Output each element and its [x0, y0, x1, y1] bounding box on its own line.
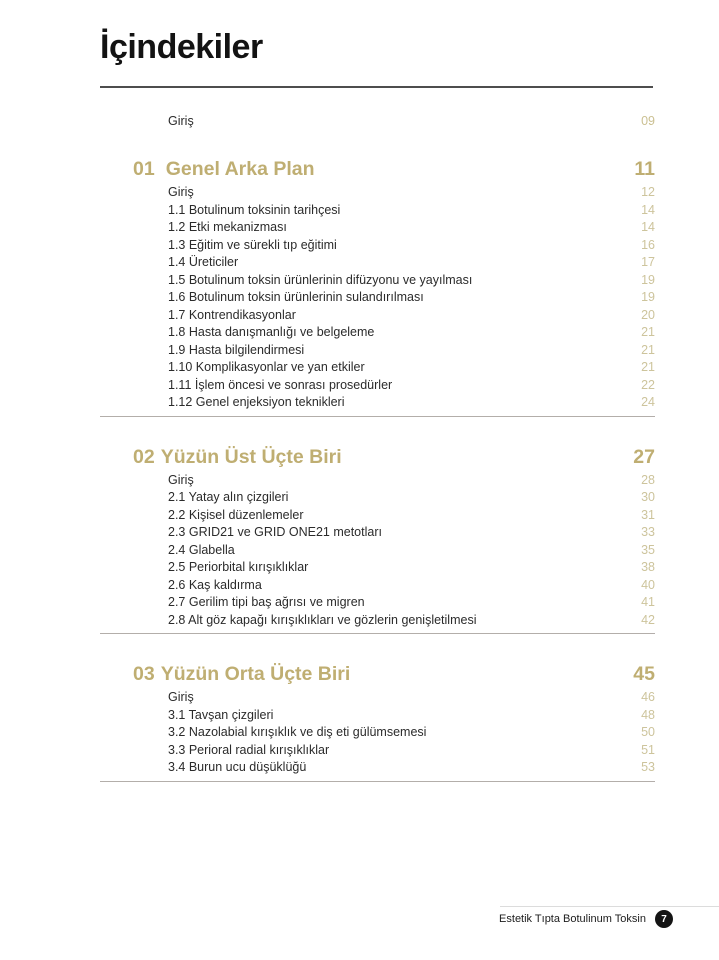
entry-label: 1.2 Etki mekanizması — [168, 220, 287, 234]
section-divider — [100, 633, 655, 634]
entry-label: 1.9 Hasta bilgilendirmesi — [168, 342, 305, 357]
toc-entry — [168, 184, 655, 202]
entry-page-number: 51 — [641, 742, 655, 757]
entry-page-number: 22 — [641, 377, 655, 392]
toc-entry — [168, 472, 655, 490]
entry-page-number: 19 — [641, 290, 655, 304]
entry-label: 2.4 Glabella — [168, 542, 235, 557]
toc-entry — [168, 577, 655, 595]
toc-entry — [168, 237, 655, 255]
toc-entry — [168, 759, 655, 777]
entry-page-number: 46 — [641, 690, 655, 704]
entry-page-number: 38 — [641, 560, 655, 574]
section-number: 03 — [133, 663, 155, 685]
section-page-number: 11 — [634, 158, 655, 180]
entry-page-number: 28 — [641, 472, 655, 487]
entry-page-number: 17 — [641, 255, 655, 269]
toc-entry — [168, 324, 655, 342]
section-title: Yüzün Orta Üçte Biri — [160, 663, 351, 685]
entry-page-number: 21 — [641, 342, 655, 357]
toc-entry — [168, 594, 655, 612]
entry-page-number: 21 — [641, 325, 655, 339]
entry-label: 3.1 Tavşan çizgileri — [168, 707, 274, 722]
entry-label: 1.6 Botulinum toksin ürünlerinin sulandırılması — [168, 290, 424, 304]
entry-label: 3.4 Burun ucu düşüklüğü — [168, 760, 307, 774]
section-divider — [100, 416, 655, 417]
section-title: Yüzün Üst Üçte Biri — [160, 445, 342, 468]
entry-label: 1.1 Botulinum toksinin tarihçesi — [168, 202, 341, 217]
entry-page-number: 31 — [641, 507, 655, 522]
entry-page-number: 40 — [641, 577, 655, 592]
section-entries — [100, 472, 655, 630]
toc-entry — [168, 724, 655, 742]
entry-label: 3.3 Perioral radial kırışıklıklar — [168, 742, 330, 757]
footer-book-title: Estetik Tıpta Botulinum Toksin — [499, 913, 646, 925]
toc-entry — [168, 219, 655, 237]
entry-label: 1.5 Botulinum toksin ürünlerinin difüzyonu ve yayılması — [168, 272, 473, 287]
entry-label: 2.3 GRID21 ve GRID ONE21 metotları — [168, 525, 382, 539]
toc-entry — [168, 742, 655, 760]
entry-label: 2.8 Alt göz kapağı kırışıklıkları ve gözlerin genişletilmesi — [168, 612, 477, 627]
entry-page-number: 12 — [641, 185, 655, 199]
title-underline — [100, 86, 653, 88]
entry-label: 2.6 Kaş kaldırma — [168, 577, 262, 592]
toc-entry — [168, 307, 655, 325]
toc-entry — [168, 689, 655, 707]
front-matter-entry — [100, 113, 655, 129]
section-divider — [100, 781, 655, 782]
entry-page-number: 21 — [641, 360, 655, 374]
toc-entry — [168, 202, 655, 220]
toc-entry — [168, 289, 655, 307]
entry-label: 1.10 Komplikasyonlar ve yan etkiler — [168, 360, 365, 374]
entry-label: 2.2 Kişisel düzenlemeler — [168, 507, 304, 522]
toc-entry — [168, 612, 655, 630]
entry-label: 1.7 Kontrendikasyonlar — [168, 307, 296, 322]
toc-entry — [168, 489, 655, 507]
section-number: 01 — [133, 158, 155, 180]
entry-page-number: 16 — [641, 237, 655, 252]
entry-page-number: 30 — [641, 490, 655, 504]
toc-entry — [168, 394, 655, 412]
section-heading — [100, 445, 655, 469]
entry-label: 1.12 Genel enjeksiyon teknikleri — [168, 395, 345, 409]
toc-entry — [168, 272, 655, 290]
entry-label: 1.4 Üreticiler — [168, 255, 239, 269]
toc-entry — [168, 359, 655, 377]
page-footer — [499, 910, 673, 928]
entry-label: 1.11 İşlem öncesi ve sonrası prosedürler — [168, 377, 393, 392]
toc-entry — [168, 342, 655, 360]
toc-entry — [168, 254, 655, 272]
toc-section — [100, 445, 655, 635]
entry-page-number: 20 — [641, 307, 655, 322]
section-title: Genel Arka Plan — [165, 158, 315, 180]
section-entries — [100, 184, 655, 412]
toc-section — [100, 157, 655, 417]
footer-rule — [500, 906, 719, 907]
entry-page-number: 14 — [641, 202, 655, 217]
entry-page-number: 42 — [641, 612, 655, 627]
section-heading — [100, 157, 655, 181]
page-title: İçindekiler — [100, 28, 263, 66]
toc-entry — [168, 524, 655, 542]
entry-label: Giriş — [168, 472, 194, 487]
entry-page-number: 14 — [641, 220, 655, 234]
entry-label: 1.3 Eğitim ve sürekli tıp eğitimi — [168, 237, 337, 252]
entry-label: 3.2 Nazolabial kırışıklık ve diş eti gülümsemesi — [168, 725, 427, 739]
entry-page-number: 50 — [641, 725, 655, 739]
entry-page-number: 53 — [641, 760, 655, 774]
entry-page-number: 24 — [641, 395, 655, 409]
entry-label: 1.8 Hasta danışmanlığı ve belgeleme — [168, 325, 375, 339]
entry-label: 2.1 Yatay alın çizgileri — [168, 490, 289, 504]
entry-page-number: 19 — [641, 272, 655, 287]
toc-section — [100, 662, 655, 782]
toc-entry — [168, 559, 655, 577]
section-number: 02 — [133, 445, 155, 468]
entry-label: Giriş — [168, 185, 194, 199]
section-page-number: 27 — [633, 445, 655, 468]
page-number-badge: 7 — [655, 910, 673, 928]
section-page-number: 45 — [633, 663, 655, 685]
entry-page-number: 33 — [641, 525, 655, 539]
toc-content — [100, 0, 655, 782]
section-heading — [100, 662, 655, 686]
entry-page-number: 35 — [641, 542, 655, 557]
toc-entry — [168, 707, 655, 725]
entry-label: 2.5 Periorbital kırışıklıklar — [168, 560, 309, 574]
entry-label: Giriş — [168, 114, 194, 128]
entry-page-number: 48 — [641, 707, 655, 722]
entry-page-number: 09 — [641, 114, 655, 128]
entry-label: Giriş — [168, 690, 194, 704]
toc-entry — [168, 507, 655, 525]
entry-label: 2.7 Gerilim tipi baş ağrısı ve migren — [168, 595, 365, 609]
section-entries — [100, 689, 655, 777]
toc-sections — [100, 157, 655, 782]
entry-page-number: 41 — [641, 595, 655, 609]
toc-entry — [168, 542, 655, 560]
toc-entry — [168, 377, 655, 395]
